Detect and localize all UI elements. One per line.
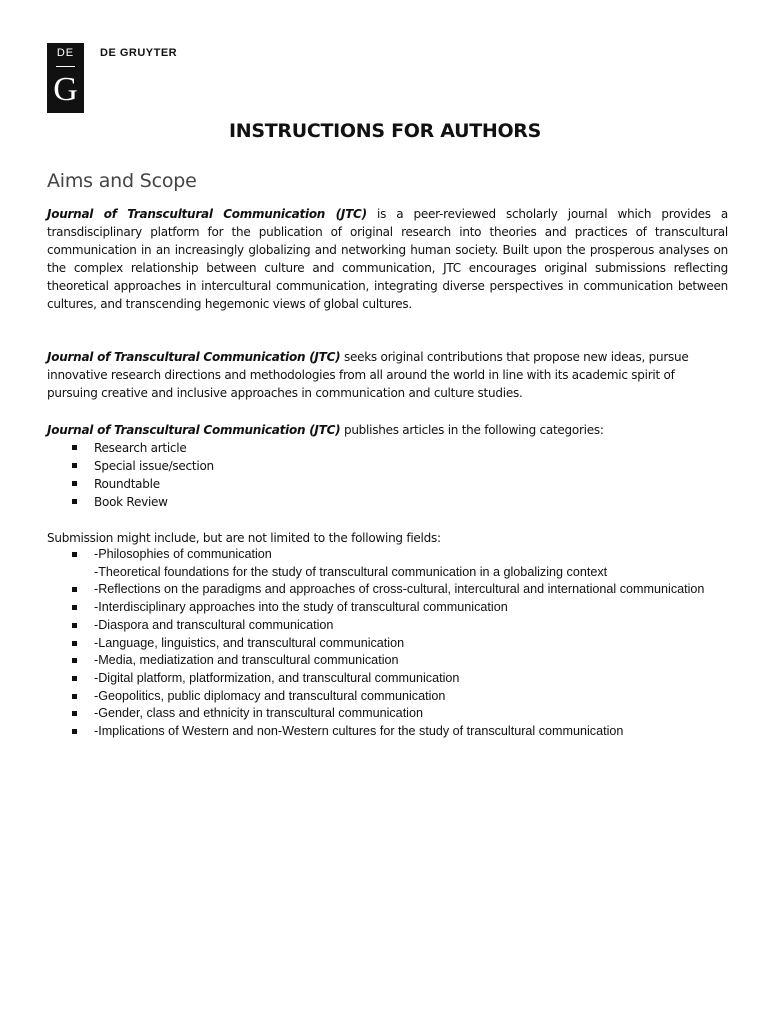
publisher-logo: [47, 43, 84, 113]
bullet-icon: [72, 499, 77, 504]
bullet-icon: [72, 445, 77, 450]
bullet-icon: [72, 587, 77, 592]
journal-name: Journal of Transcultural Communication (JTC): [47, 207, 367, 221]
publisher-name: DE GRUYTER: [100, 47, 178, 59]
bullet-icon: [72, 463, 77, 468]
bullet-icon: [72, 694, 77, 699]
list-item: -Reflections on the paradigms and approaches of cross-cultural, intercultural and international communication: [47, 581, 737, 599]
paragraph-text: seeks original contributions that propose new ideas, pursue innovative research directions and methodologies from all around the world in line with its academic spirit of pursuing creative and inclusive approaches in communication and culture studies.: [47, 350, 689, 400]
bullet-icon: [72, 552, 77, 557]
category-list: [47, 439, 214, 511]
list-item: -Interdisciplinary approaches into the study of transcultural communication: [47, 599, 737, 617]
fields-intro: Submission might include, but are not limited to the following fields:: [47, 531, 441, 545]
bullet-icon: [72, 481, 77, 486]
list-item: Roundtable: [47, 475, 214, 493]
bullet-icon: [72, 729, 77, 734]
aims-paragraph-1: [47, 205, 728, 313]
section-heading-aims: Aims and Scope: [47, 170, 197, 192]
page-title: INSTRUCTIONS FOR AUTHORS: [228, 120, 542, 142]
list-item: -Geopolitics, public diplomacy and transcultural communication: [47, 688, 737, 706]
bullet-icon: [72, 711, 77, 716]
bullet-icon: [72, 605, 77, 610]
list-item: -Media, mediatization and transcultural communication: [47, 652, 737, 670]
journal-name: Journal of Transcultural Communication (JTC): [47, 423, 341, 437]
bullet-icon: [72, 623, 77, 628]
list-item: -Implications of Western and non-Western cultures for the study of transcultural communication: [47, 723, 737, 741]
paragraph-text: is a peer-reviewed scholarly journal which provides a transdisciplinary platform for the publication of original research into theories and practices of transcultural communication in an increasingly globalizing and networking human society. Built upon the prosperous analyses on the complex relationship between culture and communication, JTC encourages original submissions reflecting theoretical approaches in intercultural communication, integrating diverse perspectives in communication between cultures, and transcending hegemonic views of global cultures.: [47, 207, 728, 311]
aims-paragraph-3: [47, 421, 728, 439]
list-item: -Gender, class and ethnicity in transcultural communication: [47, 705, 737, 723]
list-item: -Language, linguistics, and transcultural communication: [47, 635, 737, 653]
list-item: Book Review: [47, 493, 214, 511]
list-item: -Diaspora and transcultural communication: [47, 617, 737, 635]
field-list: [47, 546, 737, 741]
journal-name: Journal of Transcultural Communication (JTC): [47, 350, 341, 364]
logo-g-text: G: [53, 71, 78, 108]
list-item: -Digital platform, platformization, and transcultural communication: [47, 670, 737, 688]
bullet-icon: [72, 641, 77, 646]
logo-de-text: DE: [56, 47, 75, 59]
list-item: Special issue/section: [47, 457, 214, 475]
bullet-icon: [72, 676, 77, 681]
aims-paragraph-2: [47, 348, 728, 402]
list-item: -Philosophies of communication: [47, 546, 737, 564]
list-item: Research article: [47, 439, 214, 457]
paragraph-text: publishes articles in the following categories:: [340, 423, 604, 437]
bullet-icon: [72, 658, 77, 663]
logo-rule: [56, 66, 75, 67]
list-item: -Theoretical foundations for the study of transcultural communication in a globalizing context: [94, 564, 608, 579]
